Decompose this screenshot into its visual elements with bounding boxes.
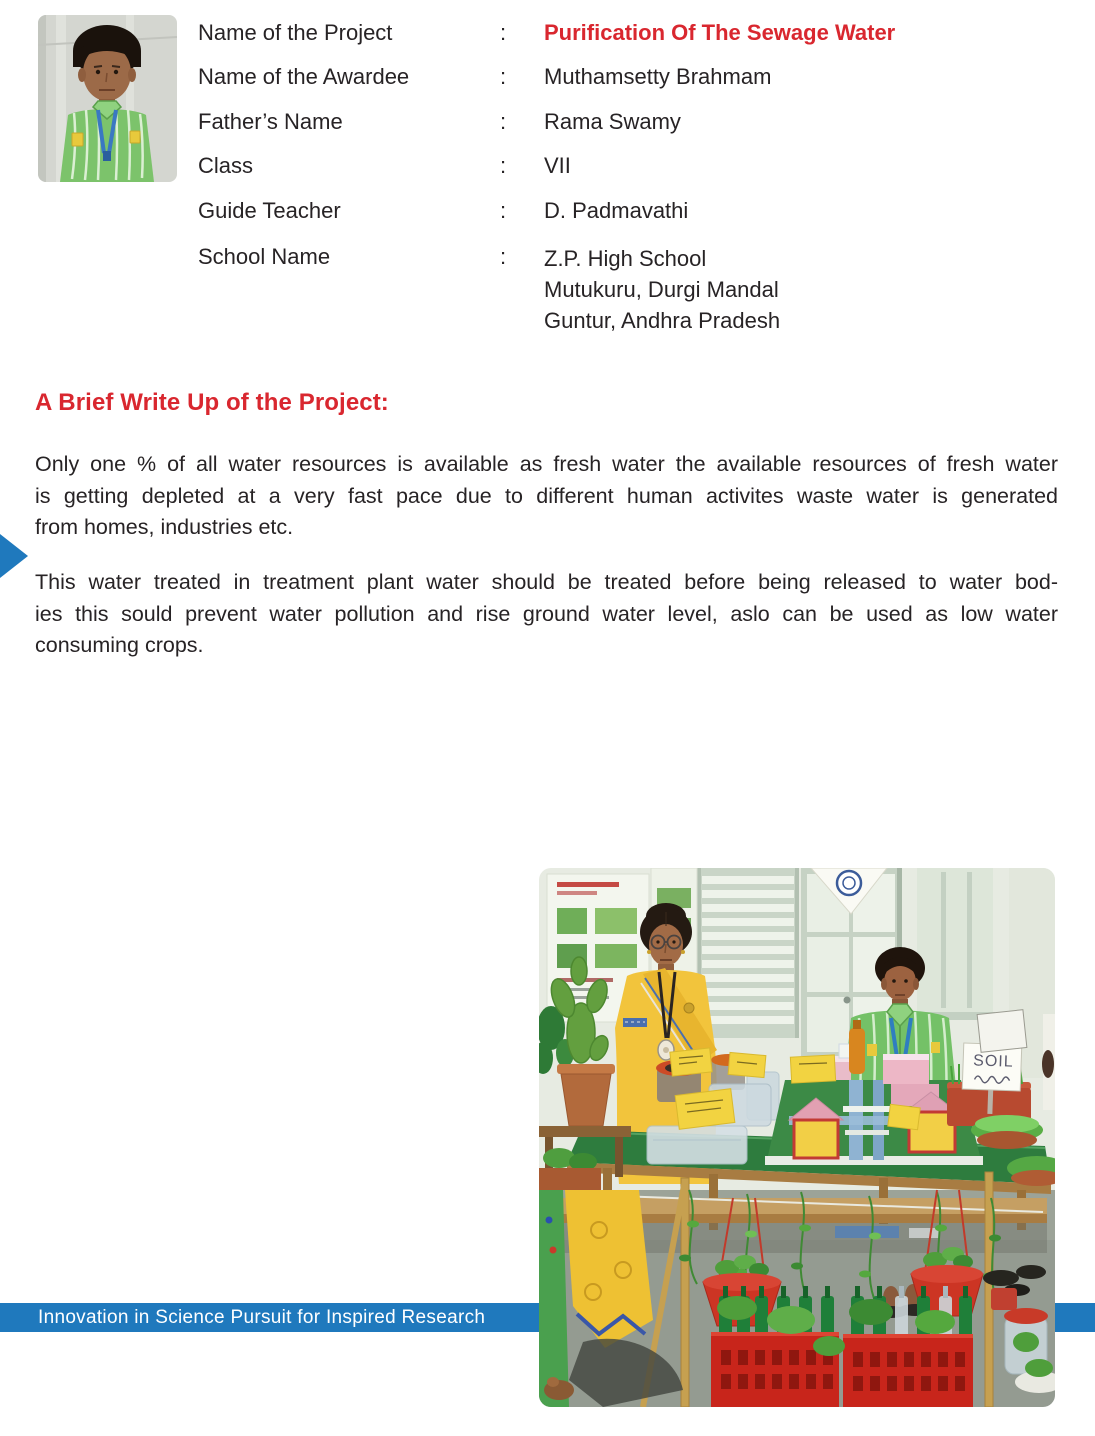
paragraph-line: This water treated in treatment plant water should be treated before being released to water bod- xyxy=(35,570,1058,594)
writeup-paragraph-2 xyxy=(35,567,1058,662)
field-separator: : xyxy=(500,64,507,89)
blue-arrow-marker xyxy=(0,534,28,578)
awardee-name-value: Muthamsetty Brahmam xyxy=(544,64,772,89)
paragraph-line: ies this sould prevent water pollution and rise ground water level, aslo can be used as low water xyxy=(35,601,1058,626)
field-separator: : xyxy=(500,20,507,45)
father-name-value: Rama Swamy xyxy=(544,109,681,134)
awardee-portrait-photo xyxy=(38,15,177,182)
field-separator: : xyxy=(500,244,507,269)
info-row-guide xyxy=(198,197,688,225)
info-row-class xyxy=(198,152,571,180)
footer-banner-text: Innovation in Science Pursuit for Inspired Research xyxy=(38,1307,486,1328)
paragraph-line: consuming crops. xyxy=(35,633,204,657)
paragraph-line: Only one % of all water resources is available as fresh water the available resources of fresh water xyxy=(35,452,1058,476)
field-label: Class xyxy=(198,153,254,178)
paragraph-line: is getting depleted at a very fast pace due to different human activites waste water is generated xyxy=(35,483,1058,508)
field-separator: : xyxy=(500,109,507,134)
field-label: Guide Teacher xyxy=(198,198,341,223)
writeup-heading: A Brief Write Up of the Project: xyxy=(35,389,389,416)
exhibit-photo xyxy=(539,868,1055,1407)
field-label: Father’s Name xyxy=(198,109,343,134)
writeup-paragraph-1 xyxy=(35,449,1058,544)
info-row-awardee xyxy=(198,63,771,91)
field-separator: : xyxy=(500,198,507,223)
field-separator: : xyxy=(500,153,507,178)
field-label: School Name xyxy=(198,244,331,269)
field-label: Name of the Awardee xyxy=(198,64,410,89)
project-name-value: Purification Of The Sewage Water xyxy=(544,20,896,45)
info-row-project xyxy=(198,19,895,47)
guide-teacher-value: D. Padmavathi xyxy=(544,198,689,223)
awardee-portrait-illustration xyxy=(38,15,177,182)
school-name-value xyxy=(544,243,780,336)
school-line-2: Mutukuru, Durgi Mandal xyxy=(544,277,779,302)
soil-sign-text: SOIL xyxy=(972,1052,1014,1071)
exhibit-photo-illustration xyxy=(539,868,1055,1407)
paragraph-line: from homes, industries etc. xyxy=(35,515,294,539)
school-line-1: Z.P. High School xyxy=(544,246,707,271)
school-line-3: Guntur, Andhra Pradesh xyxy=(544,308,781,333)
info-row-father xyxy=(198,108,681,136)
louver-window xyxy=(697,868,799,1038)
info-row-school xyxy=(198,243,780,336)
field-label: Name of the Project xyxy=(198,20,393,45)
class-value: VII xyxy=(544,153,571,178)
